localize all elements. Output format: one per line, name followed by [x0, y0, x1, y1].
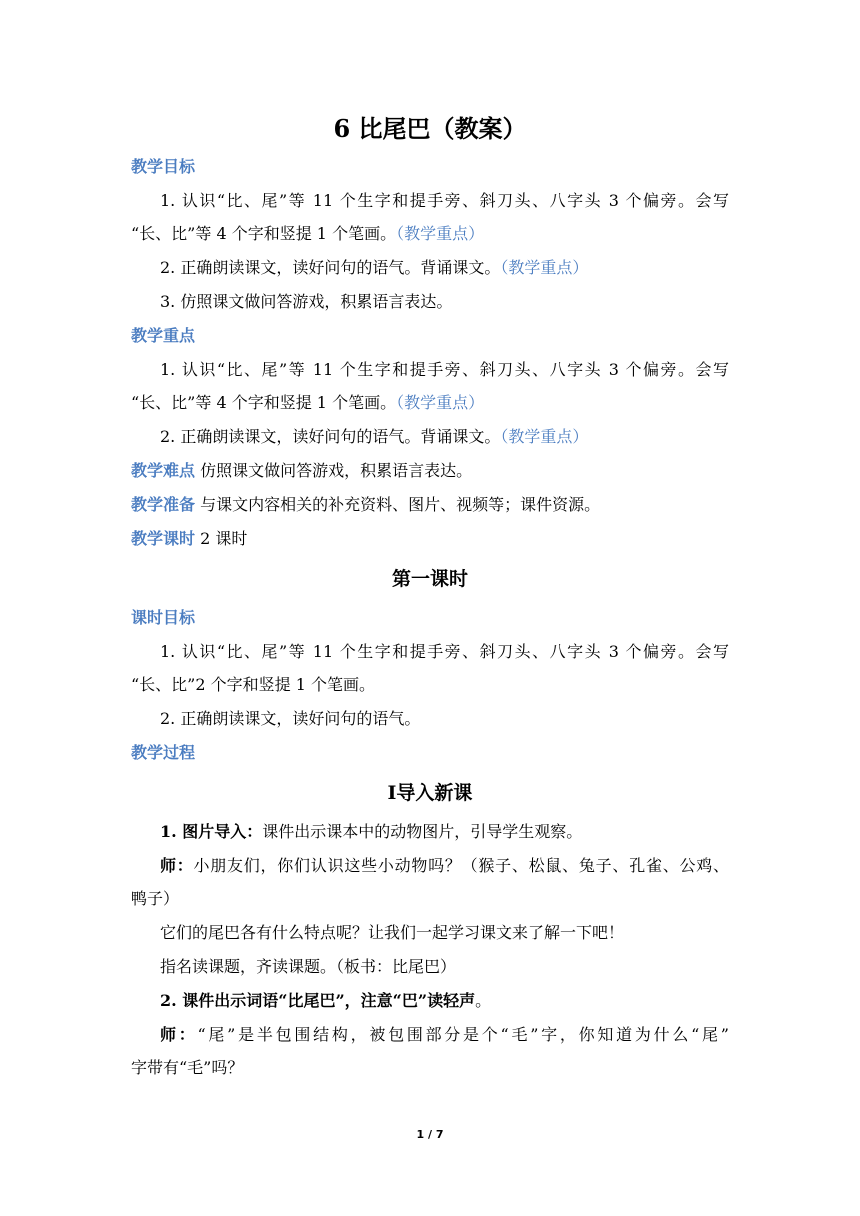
- key-item-1-line-2: “长、比”等 4 个字和竖提 1 个笔画。（教学重点）: [131, 393, 485, 412]
- section-label-hours: 教学课时: [131, 529, 196, 548]
- preparation-row: 教学准备 与课文内容相关的补充资料、图片、视频等；课件资源。: [131, 495, 601, 514]
- paragraph-picture-intro: 1. 图片导入：课件出示课本中的动物图片，引导学生观察。: [160, 822, 583, 841]
- lesson-one-title: 第一课时: [391, 568, 468, 590]
- page-number: 1 / 7: [416, 1128, 444, 1141]
- part-one-title: Ⅰ导入新课: [387, 782, 473, 804]
- key-point-note: （教学重点）: [500, 258, 589, 277]
- difficulty-row: 教学难点 仿照课文做问答游戏，积累语言表达。: [131, 461, 473, 480]
- section-label-goals: 教学目标: [131, 157, 196, 176]
- teacher-question-line-2: 鸭子）: [131, 889, 180, 908]
- teacher-explain-line-2: 字带有“毛”吗？: [131, 1058, 244, 1077]
- key-point-note: （教学重点）: [396, 224, 485, 243]
- lesson-goal-1-line-2: “长、比”2 个字和竖提 1 个笔画。: [131, 675, 375, 694]
- lesson-goal-2: 2. 正确朗读课文，读好问句的语气。: [160, 709, 421, 728]
- goal-item-1-line-1: 1. 认识“比、尾”等 11 个生字和提手旁、斜刀头、八字头 3 个偏旁。会写: [160, 191, 729, 210]
- page-title: 6 比尾巴（教案）: [333, 114, 527, 143]
- teacher-question-line-1: 师：小朋友们，你们认识这些小动物吗？（猴子、松鼠、兔子、孔雀、公鸡、: [160, 856, 729, 875]
- section-label-preparation: 教学准备: [131, 495, 196, 514]
- teacher-explain-line-1: 师：“尾”是半包围结构，被包围部分是个“毛”字，你知道为什么“尾”: [160, 1025, 729, 1044]
- paragraph-read-title: 指名读课题，齐读课题。（板书：比尾巴）: [160, 957, 457, 976]
- paragraph-tail-features: 它们的尾巴各有什么特点呢？让我们一起学习课文来了解一下吧！: [160, 923, 625, 942]
- section-label-difficulty: 教学难点: [131, 461, 196, 480]
- goal-item-3: 3. 仿照课文做问答游戏，积累语言表达。: [160, 292, 453, 311]
- key-item-1-line-1: 1. 认识“比、尾”等 11 个生字和提手旁、斜刀头、八字头 3 个偏旁。会写: [160, 360, 729, 379]
- key-point-note: （教学重点）: [396, 393, 485, 412]
- section-label-lesson-goals: 课时目标: [131, 608, 196, 627]
- hours-row: 教学课时 2 课时: [131, 529, 248, 548]
- goal-item-1-line-2: “长、比”等 4 个字和竖提 1 个笔画。（教学重点）: [131, 224, 485, 243]
- key-point-note: （教学重点）: [500, 427, 589, 446]
- key-item-2: 2. 正确朗读课文，读好问句的语气。背诵课文。（教学重点）: [160, 427, 589, 446]
- paragraph-word-display: 2. 课件出示词语“比尾巴”，注意“巴”读轻声。: [160, 991, 492, 1010]
- section-label-key-points: 教学重点: [131, 326, 196, 345]
- lesson-goal-1-line-1: 1. 认识“比、尾”等 11 个生字和提手旁、斜刀头、八字头 3 个偏旁。会写: [160, 642, 729, 661]
- section-label-process: 教学过程: [131, 743, 196, 762]
- goal-item-2: 2. 正确朗读课文，读好问句的语气。背诵课文。（教学重点）: [160, 258, 589, 277]
